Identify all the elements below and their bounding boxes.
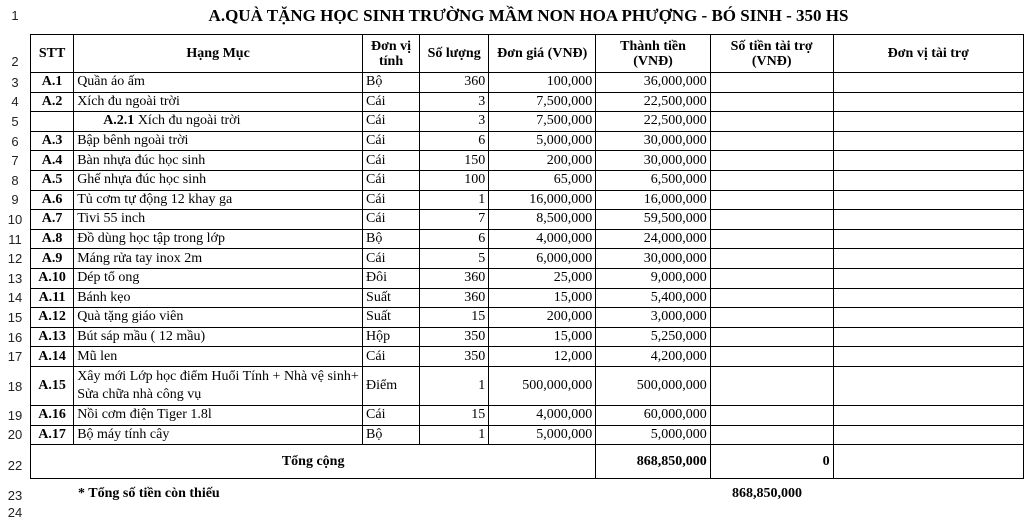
unit-cell: Cái [363,405,420,425]
total-cell: 4,200,000 [596,347,710,367]
sponsor-cell [833,327,1023,347]
header-so-luong: Số lượng [420,35,489,73]
stt-cell: A.13 [31,327,74,347]
sponsor-cell [833,229,1023,249]
item-cell: Ghế nhựa đúc học sinh [74,170,363,190]
sponsor-cell [833,210,1023,230]
qty-cell: 350 [420,347,489,367]
qty-cell: 360 [420,268,489,288]
item-cell: Đồ dùng học tập trong lớp [74,229,363,249]
table-row [31,308,1024,328]
item-cell: Xây mới Lớp học điểm Huổi Tính + Nhà vệ sinh+ Sửa chữa nhà công vụ [74,366,363,405]
qty-cell: 1 [420,190,489,210]
qty-cell: 360 [420,288,489,308]
sponsor-cell [833,347,1023,367]
row-number: 6 [0,134,30,149]
price-cell: 4,000,000 [489,229,596,249]
table-row [31,405,1024,425]
row-number: 9 [0,192,30,207]
sponsor-cell [833,249,1023,269]
price-cell: 4,000,000 [489,405,596,425]
item-cell: Mũ len [74,347,363,367]
row-number: 10 [0,212,30,227]
table-row [31,112,1024,132]
sponsored-total: 0 [710,445,833,479]
table-row [31,366,1024,405]
header-thanh-tien: Thành tiền (VNĐ) [596,35,710,73]
stt-cell: A.15 [31,366,74,405]
stt-cell: A.3 [31,131,74,151]
stt-cell: A.4 [31,151,74,171]
item-text: Xích đu ngoài trời [137,113,241,129]
header-hang-muc: Hạng Mục [74,35,363,73]
total-cell: 5,250,000 [596,327,710,347]
unit-cell: Đôi [363,268,420,288]
table-row [31,170,1024,190]
qty-cell: 350 [420,327,489,347]
total-label: Tổng cộng [31,445,596,479]
sponsored-cell [710,405,833,425]
unit-cell: Suất [363,288,420,308]
item-cell [74,112,363,132]
remaining-label: * Tổng số tiền còn thiếu [78,486,220,501]
sponsor-cell [833,112,1023,132]
row-number: 20 [0,427,30,442]
sponsored-cell [710,229,833,249]
total-cell: 5,400,000 [596,288,710,308]
stt-cell: A.8 [31,229,74,249]
total-cell: 24,000,000 [596,229,710,249]
sponsored-cell [710,288,833,308]
sheet-title: A.QUÀ TẶNG HỌC SINH TRƯỜNG MẦM NON HOA PHƯỢNG - BÓ SINH - 350 HS [208,6,849,25]
table-row [31,288,1024,308]
qty-cell: 3 [420,92,489,112]
price-cell: 15,000 [489,288,596,308]
row-number: 2 [0,54,30,69]
qty-cell: 1 [420,366,489,405]
header-don-vi: Đơn vị tính [363,35,420,73]
sponsor-total-cell [833,445,1023,479]
item-cell: Nồi cơm điện Tiger 1.8l [74,405,363,425]
stt-cell: A.10 [31,268,74,288]
item-cell: Quà tặng giáo viên [74,308,363,328]
table-row [31,347,1024,367]
row-number: 15 [0,310,30,325]
gift-table [30,34,1024,479]
unit-cell: Cái [363,112,420,132]
sponsor-cell [833,268,1023,288]
stt-cell: A.7 [31,210,74,230]
item-cell: Dép tổ ong [74,268,363,288]
row-number: 16 [0,330,30,345]
price-cell: 25,000 [489,268,596,288]
unit-cell: Suất [363,308,420,328]
header-row [31,35,1024,73]
sponsored-cell [710,170,833,190]
unit-cell: Bộ [363,425,420,445]
price-cell: 12,000 [489,347,596,367]
unit-cell: Cái [363,170,420,190]
header-don-gia: Đơn giá (VNĐ) [489,35,596,73]
sponsor-cell [833,405,1023,425]
total-cell: 5,000,000 [596,425,710,445]
row-number: 8 [0,173,30,188]
item-cell: Quần áo ấm [74,73,363,93]
total-cell: 30,000,000 [596,151,710,171]
row-number: 14 [0,290,30,305]
price-cell: 65,000 [489,170,596,190]
sponsor-cell [833,92,1023,112]
row-number: 13 [0,271,30,286]
sponsor-cell [833,151,1023,171]
price-cell: 200,000 [489,151,596,171]
price-cell: 5,000,000 [489,425,596,445]
total-cell: 500,000,000 [596,366,710,405]
row-number: 3 [0,75,30,90]
total-cell: 3,000,000 [596,308,710,328]
stt-cell: A.1 [31,73,74,93]
qty-cell: 15 [420,308,489,328]
qty-cell: 7 [420,210,489,230]
table-row [31,268,1024,288]
price-cell: 7,500,000 [489,92,596,112]
total-cell: 9,000,000 [596,268,710,288]
sponsor-cell [833,170,1023,190]
total-value: 868,850,000 [596,445,710,479]
table-row [31,249,1024,269]
unit-cell: Cái [363,210,420,230]
table-row [31,73,1024,93]
row-number: 1 [0,8,30,23]
price-cell: 8,500,000 [489,210,596,230]
price-cell: 7,500,000 [489,112,596,132]
qty-cell: 6 [420,229,489,249]
unit-cell: Điểm [363,366,420,405]
sponsored-cell [710,268,833,288]
qty-cell: 150 [420,151,489,171]
stt-cell: A.9 [31,249,74,269]
unit-cell: Hộp [363,327,420,347]
qty-cell: 3 [420,112,489,132]
qty-cell: 6 [420,131,489,151]
sponsored-cell [710,92,833,112]
sponsored-cell [710,131,833,151]
qty-cell: 15 [420,405,489,425]
qty-cell: 1 [420,425,489,445]
item-cell: Bánh kẹo [74,288,363,308]
row-number: 19 [0,408,30,423]
item-cell: Máng rửa tay inox 2m [74,249,363,269]
stt-cell [31,112,74,132]
header-tai-tro: Số tiền tài trợ (VNĐ) [710,35,833,73]
row-number: 24 [0,505,30,520]
qty-cell: 100 [420,170,489,190]
remaining-value: 868,850,000 [732,486,802,501]
price-cell: 16,000,000 [489,190,596,210]
sponsored-cell [710,151,833,171]
unit-cell: Cái [363,92,420,112]
unit-cell: Cái [363,151,420,171]
price-cell: 200,000 [489,308,596,328]
item-cell: Bút sáp mầu ( 12 mầu) [74,327,363,347]
row-number: 7 [0,153,30,168]
sponsored-cell [710,249,833,269]
sub-stt: A.2.1 [103,113,135,129]
price-cell: 100,000 [489,73,596,93]
item-cell: Xích đu ngoài trời [74,92,363,112]
table-row [31,190,1024,210]
sponsored-cell [710,347,833,367]
table-row [31,131,1024,151]
unit-cell: Bộ [363,229,420,249]
item-cell: Tủ cơm tự động 12 khay ga [74,190,363,210]
sponsored-cell [710,210,833,230]
stt-cell: A.5 [31,170,74,190]
stt-cell: A.6 [31,190,74,210]
stt-cell: A.16 [31,405,74,425]
row-number: 12 [0,251,30,266]
table-row [31,210,1024,230]
sponsored-cell [710,308,833,328]
price-cell: 500,000,000 [489,366,596,405]
stt-cell: A.11 [31,288,74,308]
total-row [31,445,1024,479]
price-cell: 5,000,000 [489,131,596,151]
item-cell: Tivi 55 inch [74,210,363,230]
unit-cell: Cái [363,347,420,367]
row-number: 5 [0,114,30,129]
sponsor-cell [833,308,1023,328]
unit-cell: Cái [363,131,420,151]
price-cell: 6,000,000 [489,249,596,269]
sponsor-cell [833,73,1023,93]
qty-cell: 360 [420,73,489,93]
row-number: 17 [0,349,30,364]
stt-cell: A.17 [31,425,74,445]
sponsor-cell [833,288,1023,308]
sponsored-cell [710,73,833,93]
row-number: 11 [0,232,30,247]
header-don-vi-tai-tro: Đơn vị tài trợ [833,35,1023,73]
sponsor-cell [833,190,1023,210]
total-cell: 22,500,000 [596,112,710,132]
total-cell: 36,000,000 [596,73,710,93]
row-number: 23 [0,488,30,503]
total-cell: 60,000,000 [596,405,710,425]
unit-cell: Bộ [363,73,420,93]
sponsored-cell [710,327,833,347]
sponsored-cell [710,112,833,132]
row-number: 18 [0,379,30,394]
sponsor-cell [833,366,1023,405]
total-cell: 16,000,000 [596,190,710,210]
sponsored-cell [710,190,833,210]
qty-cell: 5 [420,249,489,269]
sponsor-cell [833,131,1023,151]
price-cell: 15,000 [489,327,596,347]
total-cell: 59,500,000 [596,210,710,230]
table-row [31,425,1024,445]
stt-cell: A.2 [31,92,74,112]
total-cell: 6,500,000 [596,170,710,190]
unit-cell: Cái [363,190,420,210]
stt-cell: A.14 [31,347,74,367]
sponsored-cell [710,425,833,445]
header-stt: STT [31,35,74,73]
table-row [31,327,1024,347]
item-cell: Bộ máy tính cây [74,425,363,445]
stt-cell: A.12 [31,308,74,328]
sponsored-cell [710,366,833,405]
table-row [31,151,1024,171]
total-cell: 30,000,000 [596,131,710,151]
item-cell: Bập bênh ngoài trời [74,131,363,151]
table-row [31,229,1024,249]
sponsor-cell [833,425,1023,445]
row-number: 22 [0,458,30,473]
total-cell: 22,500,000 [596,92,710,112]
table-row [31,92,1024,112]
item-cell: Bàn nhựa đúc học sinh [74,151,363,171]
row-number: 4 [0,94,30,109]
unit-cell: Cái [363,249,420,269]
total-cell: 30,000,000 [596,249,710,269]
